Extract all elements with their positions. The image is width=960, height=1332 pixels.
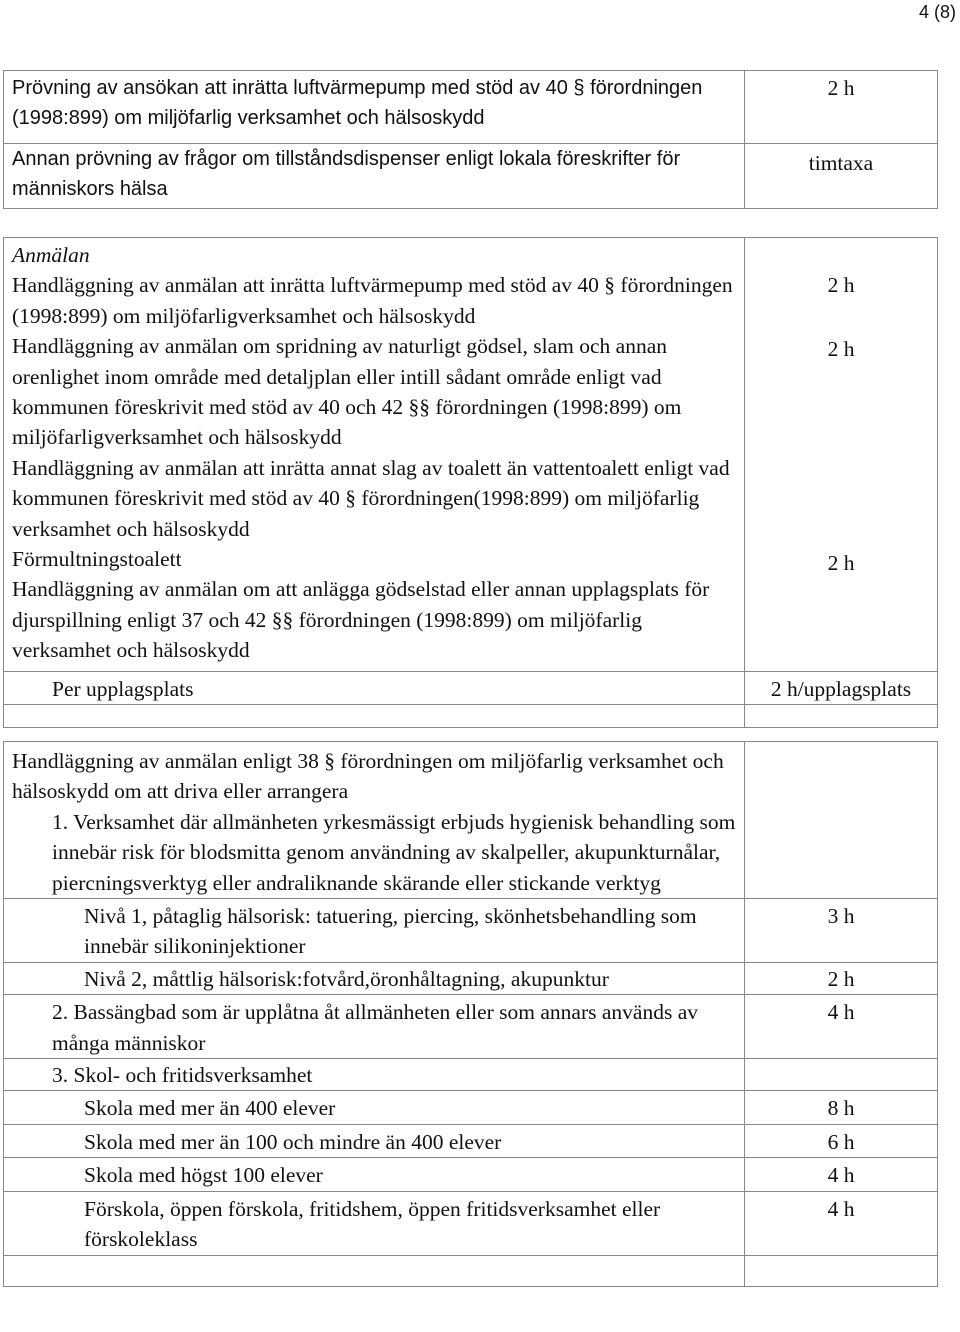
description-text: Prövning av ansökan att inrätta luftvärmepump med stöd av 40 § förordningen (1998:899) om miljöfarlig verksamhet och hälsoskydd bbox=[12, 77, 703, 130]
fee-value bbox=[745, 1124, 938, 1157]
fee-description bbox=[4, 962, 745, 994]
table-row bbox=[4, 671, 938, 704]
fee-value bbox=[745, 144, 938, 209]
description-text: Handläggning av anmälan att inrätta annat slag av toalett än vattentoalett enligt vad kommunen föreskrivit med stöd av 40 § förordningen(1998:899) om miljöfarlig verksamhet och hälsoskydd bbox=[12, 455, 730, 541]
table-row bbox=[4, 238, 938, 672]
level-1-text: Nivå 1, påtaglig hälsorisk: tatuering, piercing, skönhetsbehandling som innebär silikoninjektioner bbox=[84, 904, 697, 959]
value-text: 4 h bbox=[827, 1000, 855, 1025]
school-label: Förskola, öppen förskola, fritidshem, öppen fritidsverksamhet eller förskoleklass bbox=[84, 1196, 661, 1252]
value-text: 8 h bbox=[827, 1096, 855, 1121]
page-number: 4 (8) bbox=[918, 2, 956, 22]
table-row bbox=[4, 1124, 938, 1157]
item-2-text: 2. Bassängbad som är upplåtna åt allmänheten eller som annars används av många människor bbox=[52, 1000, 698, 1055]
table-row bbox=[4, 1255, 938, 1286]
fee-description bbox=[4, 144, 745, 209]
item-1-text: 1. Verksamhet där allmänheten yrkesmässigt erbjuds hygienisk behandling som innebär risk för blodsmitta genom användning av skalpeller, akupunkturnålar, piercningsverktyg eller andraliknande skärande eller stickande verktyg bbox=[52, 809, 736, 895]
table-row bbox=[4, 1091, 938, 1124]
value-text: 4 h bbox=[827, 1196, 855, 1221]
school-label: Skola med högst 100 elever bbox=[84, 1163, 323, 1188]
fee-value bbox=[745, 962, 938, 994]
value-text: 2 h bbox=[827, 966, 855, 991]
table-row bbox=[4, 1158, 938, 1191]
value-text bbox=[745, 456, 937, 548]
intro-text: Handläggning av anmälan enligt 38 § förordningen om miljöfarlig verksamhet och hälsoskydd om att driva eller arrangera bbox=[12, 749, 724, 804]
fee-value bbox=[745, 1158, 938, 1191]
provning-table bbox=[3, 70, 938, 209]
description-text: Handläggning av anmälan om spridning av naturligt gödsel, slam och annan orenlighet inom område med detaljplan eller intill sådant område enligt vad kommunen föreskrivit med stöd av 40 och 42 §§ förordningen (1998:899) om miljöfarligverksamhet och hälsoskydd bbox=[12, 334, 682, 450]
fee-value bbox=[745, 995, 938, 1059]
fee-description bbox=[4, 238, 745, 672]
fee-description bbox=[4, 71, 745, 144]
empty-cell bbox=[745, 1059, 938, 1091]
value-text: 2 h bbox=[827, 551, 855, 575]
value-text: 3 h bbox=[827, 904, 855, 929]
school-label: Skola med mer än 100 och mindre än 400 elever bbox=[84, 1129, 502, 1154]
fee-description bbox=[4, 995, 745, 1059]
empty-cell bbox=[4, 705, 745, 728]
empty-cell bbox=[745, 1255, 938, 1286]
table-row bbox=[4, 1059, 938, 1091]
description-text: Handläggning av anmälan att inrätta luftvärmepump med stöd av 40 § förordningen (1998:899) om miljöfarligverksamhet och hälsoskydd bbox=[12, 273, 733, 328]
table-row bbox=[4, 705, 938, 728]
value-text: 2 h/upplagsplats bbox=[770, 676, 912, 701]
description-text: Förmultningstoalett bbox=[12, 547, 182, 572]
value-text: 2 h bbox=[827, 337, 855, 361]
fee-description bbox=[4, 742, 745, 899]
table-row bbox=[4, 742, 938, 899]
value-text: 6 h bbox=[827, 1129, 855, 1154]
fee-value bbox=[745, 1091, 938, 1124]
value-text: 2 h bbox=[827, 76, 855, 100]
fee-value bbox=[745, 1191, 938, 1255]
table-row bbox=[4, 71, 938, 144]
school-label: Skola med mer än 400 elever bbox=[84, 1096, 336, 1121]
anmalan-table bbox=[3, 237, 938, 728]
fee-value bbox=[745, 671, 938, 704]
per-upplagsplats-label: Per upplagsplats bbox=[52, 676, 194, 701]
table-row bbox=[4, 962, 938, 994]
section-heading: Anmälan bbox=[12, 243, 90, 267]
fee-description bbox=[4, 899, 745, 963]
fee-description bbox=[4, 1191, 745, 1255]
value-text: 4 h bbox=[827, 1163, 855, 1188]
value-text: timtaxa bbox=[808, 151, 874, 175]
table-row bbox=[4, 899, 938, 963]
level-2-text: Nivå 2, måttlig hälsorisk:fotvård,öronhåltagning, akupunktur bbox=[84, 966, 609, 991]
fee-description bbox=[4, 1059, 745, 1091]
description-text: Annan prövning av frågor om tillståndsdispenser enligt lokala föreskrifter för människors hälsa bbox=[12, 148, 681, 201]
fee-description bbox=[4, 1124, 745, 1157]
fee-description bbox=[4, 1158, 745, 1191]
table-row bbox=[4, 995, 938, 1059]
value-text: 2 h bbox=[827, 273, 855, 297]
empty-cell bbox=[745, 705, 938, 728]
fee-description bbox=[4, 1091, 745, 1124]
empty-cell bbox=[4, 1255, 745, 1286]
fee-value bbox=[745, 71, 938, 144]
description-text: Handläggning av anmälan om att anlägga gödselstad eller annan upplagsplats för djurspillning enligt 37 och 42 §§ förordningen (1998:899) om miljöfarlig verksamhet och hälsoskydd bbox=[12, 577, 710, 663]
verksamhet-table bbox=[3, 741, 938, 1287]
table-row bbox=[4, 144, 938, 209]
fee-description bbox=[4, 671, 745, 704]
item-3-text: 3. Skol- och fritidsverksamhet bbox=[52, 1063, 313, 1088]
empty-cell bbox=[745, 742, 938, 899]
fee-value bbox=[745, 899, 938, 963]
table-row bbox=[4, 1191, 938, 1255]
fee-value bbox=[745, 238, 938, 672]
